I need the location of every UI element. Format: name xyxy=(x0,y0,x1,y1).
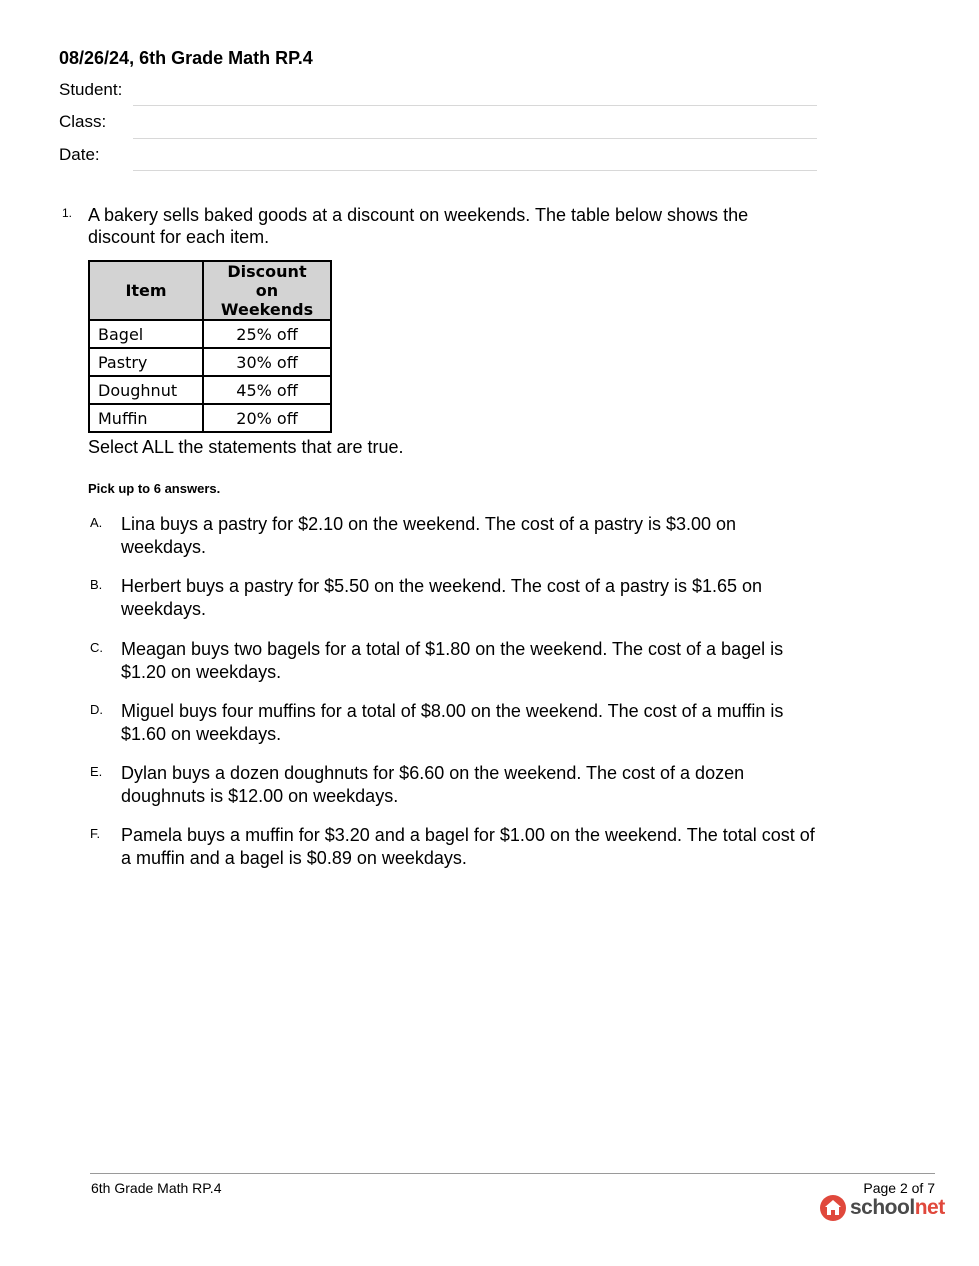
choice-e-text[interactable]: Dylan buys a dozen doughnuts for $6.60 on the weekend. The cost of a dozen doughnuts is $12.00 on weekdays. xyxy=(121,763,745,806)
discount-cell: 25% off xyxy=(203,320,331,348)
page-indicator: Page 2 of 7 xyxy=(863,1180,935,1196)
item-cell: Bagel xyxy=(89,320,203,348)
home-icon xyxy=(820,1195,846,1221)
student-label: Student: xyxy=(59,80,123,99)
date-line xyxy=(133,170,817,171)
item-cell: Doughnut xyxy=(89,376,203,404)
choice-d-letter[interactable]: D. xyxy=(90,702,103,717)
choice-c-letter[interactable]: C. xyxy=(90,640,103,655)
discount-cell: 30% off xyxy=(203,348,331,376)
choice-f-letter[interactable]: F. xyxy=(90,826,101,841)
footer-divider xyxy=(90,1173,935,1174)
choice-b-letter[interactable]: B. xyxy=(90,577,103,592)
discount-cell: 45% off xyxy=(203,376,331,404)
page-title: 08/26/24, 6th Grade Math RP.4 xyxy=(59,48,313,68)
date-label: Date: xyxy=(59,145,100,164)
schoolnet-logo xyxy=(820,1194,945,1222)
choice-a-letter[interactable]: A. xyxy=(90,515,103,530)
footer-title: 6th Grade Math RP.4 xyxy=(91,1180,222,1196)
question-number: 1. xyxy=(62,206,73,220)
item-cell: Pastry xyxy=(89,348,203,376)
table-header-row xyxy=(89,261,331,320)
header-discount-label: Discount on Weekends xyxy=(220,262,314,319)
student-line xyxy=(133,105,817,106)
choice-d-text[interactable]: Miguel buys four muffins for a total of $8.00 on the weekend. The cost of a muffin is $1.60 on weekdays. xyxy=(121,701,784,744)
item-cell: Muffin xyxy=(89,404,203,432)
choice-f-text[interactable]: Pamela buys a muffin for $3.20 and a bagel for $1.00 on the weekend. The total cost of a muffin and a bagel is $0.89 on weekdays. xyxy=(121,825,815,868)
logo-wordmark xyxy=(850,1196,945,1220)
discount-table xyxy=(88,260,332,433)
table-row xyxy=(89,320,331,348)
logo-net: net xyxy=(914,1196,945,1219)
header-discount xyxy=(203,261,331,320)
class-line xyxy=(133,138,817,139)
table-row xyxy=(89,348,331,376)
table-row xyxy=(89,376,331,404)
logo-school: school xyxy=(850,1196,915,1219)
header-item: Item xyxy=(89,261,203,320)
table-row xyxy=(89,404,331,432)
choice-c-text[interactable]: Meagan buys two bagels for a total of $1.80 on the weekend. The cost of a bagel is $1.20 on weekdays. xyxy=(121,639,784,682)
discount-cell: 20% off xyxy=(203,404,331,432)
choice-b-text[interactable]: Herbert buys a pastry for $5.50 on the weekend. The cost of a pastry is $1.65 on weekdays. xyxy=(121,576,763,619)
class-label: Class: xyxy=(59,112,107,131)
instruction-text: Select ALL the statements that are true. xyxy=(88,437,404,457)
pick-hint: Pick up to 6 answers. xyxy=(88,481,221,496)
choice-e-letter[interactable]: E. xyxy=(90,764,103,779)
question-text: A bakery sells baked goods at a discount on weekends. The table below shows the discount for each item. xyxy=(88,205,749,247)
choice-a-text[interactable]: Lina buys a pastry for $2.10 on the weekend. The cost of a pastry is $3.00 on weekdays. xyxy=(121,514,737,557)
